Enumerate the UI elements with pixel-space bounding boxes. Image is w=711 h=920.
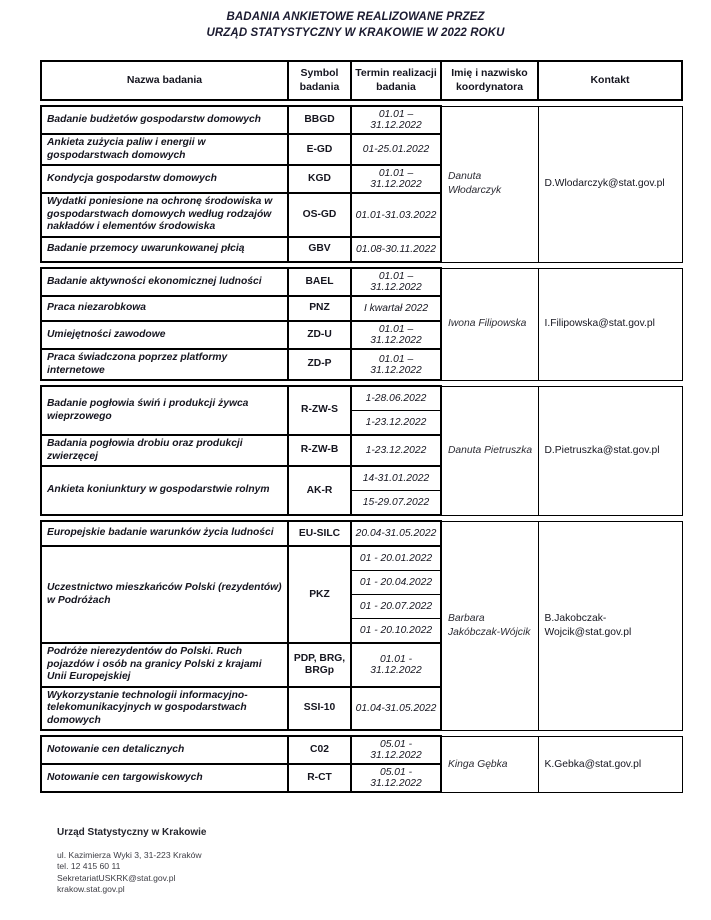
coordinator-cell: Kinga Gębka [441,736,538,792]
study-name-cell: Badanie przemocy uwarunkowanej płcią [41,237,288,262]
footer-org-name: Urząd Statystyczny w Krakowie [57,827,207,838]
study-name-cell: Europejskie badanie warunków życia ludności [41,521,288,546]
study-name-cell: Badanie pogłowia świń i produkcji żywca wieprzowego [41,386,288,435]
contact-cell: K.Gebka@stat.gov.pl [538,736,682,792]
study-name-cell: Kondycja gospodarstw domowych [41,165,288,193]
study-symbol-cell: KGD [288,165,351,193]
study-name-cell: Notowanie cen targowiskowych [41,764,288,792]
study-name-cell: Uczestnictwo mieszkańców Polski (rezydentów) w Podróżach [41,546,288,643]
study-term-cell: 01-25.01.2022 [351,134,441,165]
study-term-cell: 05.01 - 31.12.2022 [351,764,441,792]
coordinator-cell: Danuta Włodarczyk [441,106,538,262]
study-symbol-cell: E-GD [288,134,351,165]
study-symbol-cell: R-ZW-S [288,386,351,435]
study-term-cell: 01.01 – 31.12.2022 [351,321,441,349]
study-term-cell: 01 - 20.10.2022 [351,619,441,644]
study-name-cell: Ankieta zużycia paliw i energii w gospodarstwach domowych [41,134,288,165]
study-term-cell: 15-29.07.2022 [351,491,441,516]
study-term-cell: 01.01 - 31.12.2022 [351,643,441,687]
study-term-cell: 01 - 20.04.2022 [351,571,441,595]
study-term-cell: I kwartał 2022 [351,296,441,321]
study-symbol-cell: BAEL [288,268,351,296]
header-row [41,61,682,100]
study-term-cell: 01.01 – 31.12.2022 [351,268,441,296]
contact-cell: I.Filipowska@stat.gov.pl [538,268,682,380]
study-symbol-cell: ZD-P [288,349,351,380]
study-name-cell: Notowanie cen detalicznych [41,736,288,764]
study-term-cell: 1-28.06.2022 [351,386,441,411]
study-name-cell: Podróże nierezydentów do Polski. Ruch pojazdów i osób na granicy Polski z krajami Unii Europejskiej [41,643,288,687]
study-term-cell: 01.04-31.05.2022 [351,687,441,731]
study-symbol-cell: GBV [288,237,351,262]
study-block [40,520,683,731]
table-row [41,106,682,134]
study-symbol-cell: R-ZW-B [288,435,351,466]
study-block [40,267,683,381]
table-row [41,386,682,411]
study-name-cell: Badania pogłowia drobiu oraz produkcji zwierzęcej [41,435,288,466]
study-name-cell: Ankieta koniunktury w gospodarstwie rolnym [41,466,288,515]
header-study-name: Nazwa badania [41,61,288,100]
footer-address: ul. Kazimierza Wyki 3, 31-223 Kraków [57,850,202,860]
study-name-cell: Badanie aktywności ekonomicznej ludności [41,268,288,296]
table-body-blocks [40,105,681,793]
study-term-cell: 01.01 – 31.12.2022 [351,165,441,193]
study-symbol-cell: BBGD [288,106,351,134]
study-term-cell: 01 - 20.07.2022 [351,595,441,619]
study-name-cell: Praca świadczona poprzez platformy internetowe [41,349,288,380]
document-title-line2: URZĄD STATYSTYCZNY W KRAKOWIE W 2022 ROKU [206,27,505,40]
table-row [41,736,682,764]
contact-cell: D.Wlodarczyk@stat.gov.pl [538,106,682,262]
study-symbol-cell: PDP, BRG, BRGp [288,643,351,687]
coordinator-cell: Iwona Filipowska [441,268,538,380]
study-symbol-cell: R-CT [288,764,351,792]
study-term-cell: 01.01-31.03.2022 [351,193,441,237]
study-name-cell: Badanie budżetów gospodarstw domowych [41,106,288,134]
study-term-cell: 1-23.12.2022 [351,411,441,436]
study-symbol-cell: PNZ [288,296,351,321]
survey-table [40,60,681,793]
table-row [41,521,682,546]
coordinator-cell: Barbara Jakóbczak-Wójcik [441,521,538,730]
study-symbol-cell: OS-GD [288,193,351,237]
document-title [0,0,711,41]
study-symbol-cell: PKZ [288,546,351,643]
study-symbol-cell: SSI-10 [288,687,351,731]
study-symbol-cell: ZD-U [288,321,351,349]
footer-website: krakow.stat.gov.pl [57,884,125,895]
study-term-cell: 01 - 20.01.2022 [351,546,441,571]
study-block [40,735,683,793]
footer-phone: tel. 12 415 60 11 [57,861,121,872]
table-row [41,268,682,296]
header-contact: Kontakt [538,61,682,100]
study-block [40,385,683,516]
footer [57,827,207,895]
study-symbol-cell: C02 [288,736,351,764]
study-term-cell: 05.01 - 31.12.2022 [351,736,441,764]
contact-cell: B.Jakobczak-Wojcik@stat.gov.pl [538,521,682,730]
study-symbol-cell: AK-R [288,466,351,515]
study-term-cell: 01.08-30.11.2022 [351,237,441,262]
study-block [40,105,683,263]
header-coordinator: Imię i nazwisko koordynatora [441,61,538,100]
study-term-cell: 14-31.01.2022 [351,466,441,491]
study-term-cell: 1-23.12.2022 [351,435,441,466]
study-name-cell: Wykorzystanie technologii informacyjno-telekomunikacyjnych w gospodarstwach domowych [41,687,288,731]
study-name-cell: Wydatki poniesione na ochronę środowiska w gospodarstwach domowych według rodzajów nakładów i elementów środowiska [41,193,288,237]
document-title-line1: BADANIA ANKIETOWE REALIZOWANE PRZEZ [226,11,485,23]
coordinator-cell: Danuta Pietruszka [441,386,538,515]
study-name-cell: Umiejętności zawodowe [41,321,288,349]
study-term-cell: 20.04-31.05.2022 [351,521,441,546]
contact-cell: D.Pietruszka@stat.gov.pl [538,386,682,515]
table-header [40,60,683,101]
header-study-symbol: Symbol badania [288,61,351,100]
study-symbol-cell: EU-SILC [288,521,351,546]
study-term-cell: 01.01 – 31.12.2022 [351,106,441,134]
footer-email: SekretariatUSKRK@stat.gov.pl [57,872,176,883]
study-name-cell: Praca niezarobkowa [41,296,288,321]
header-study-term: Termin realizacji badania [351,61,441,100]
study-term-cell: 01.01 – 31.12.2022 [351,349,441,380]
